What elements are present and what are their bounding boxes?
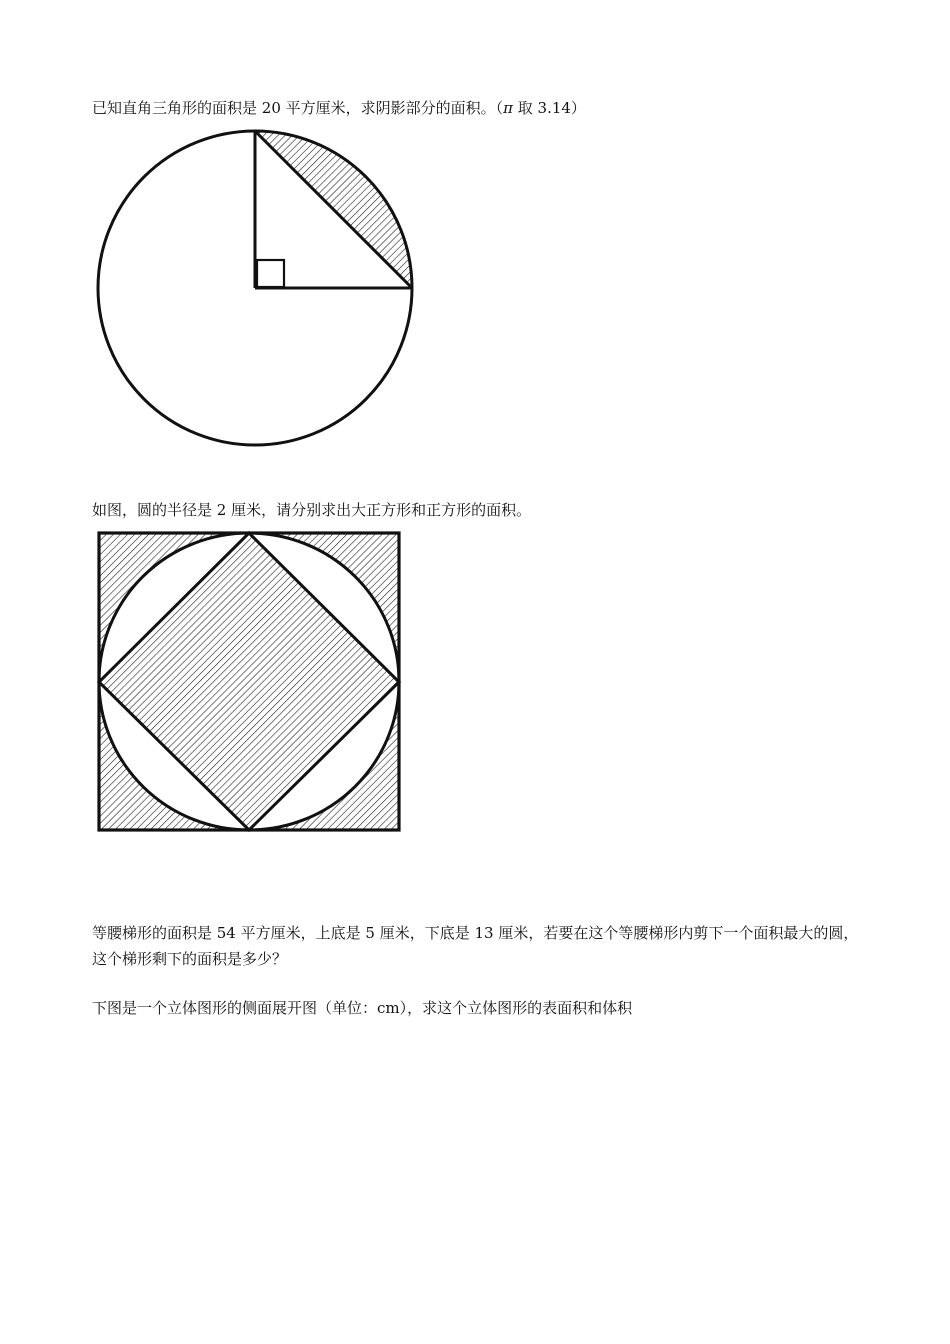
question-4-text: 下图是一个立体图形的侧面展开图（单位：cm），求这个立体图形的表面积和体积 — [92, 999, 633, 1017]
question-1-text-part1: 已知直角三角形的面积是 20 平方厘米，求阴影部分的面积。（ — [92, 99, 504, 117]
pi-symbol: π — [503, 99, 513, 117]
figure-squares-and-circle — [92, 527, 407, 837]
question-3-text: 等腰梯形的面积是 54 平方厘米，上底是 5 厘米，下底是 13 厘米，若要在这个等腰梯形内剪下一个面积最大的圆，这个梯形剩下的面积是多少？ — [92, 924, 859, 968]
figure-circle-right-triangle — [90, 125, 430, 455]
question-2-text: 如图，圆的半径是 2 厘米，请分别求出大正方形和正方形的面积。 — [92, 501, 532, 519]
question-1-text-part2: 取 3.14） — [513, 99, 586, 117]
question-1-text — [92, 96, 586, 120]
right-angle-mark — [257, 260, 284, 287]
